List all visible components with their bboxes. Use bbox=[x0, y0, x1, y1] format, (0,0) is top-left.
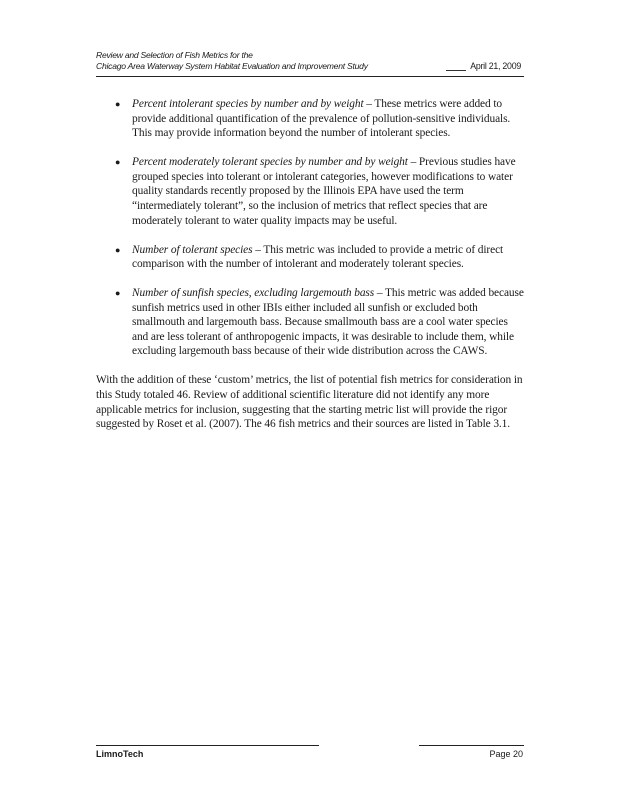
summary-paragraph: With the addition of these ‘custom’ metrics, the list of potential fish metrics for consideration in this Study totaled 46. Review of additional scientific literature did not identify any more applicable metrics for inclusion, suggesting that the starting metric list will provide the rigor suggested by Roset et al. (2007). The 46 fish metrics and their sources are listed in Table 3.1. bbox=[96, 374, 523, 431]
bullet-term: Percent intolerant species by number and by weight bbox=[132, 98, 364, 110]
header-rule bbox=[96, 76, 524, 77]
bullet-icon: ● bbox=[115, 99, 121, 109]
metric-bullet-list bbox=[96, 97, 524, 359]
bullet-term: Number of tolerant species bbox=[132, 243, 253, 256]
footer-rule-right bbox=[419, 745, 524, 746]
bullet-text: – This metric was added because sunfish metrics used in other IBIs either included all sunfish or excluded both smallmouth and largemouth bass. Because smallmouth bass are a cool water species and are less tolerant of anthropogenic impacts, it was desirable to include them, while excluding largemouth bass because of their wide distribution across the CAWS. bbox=[132, 287, 524, 358]
bullet-icon: ● bbox=[115, 288, 121, 299]
bullet-item bbox=[96, 286, 524, 359]
bullet-item bbox=[96, 97, 524, 141]
header-date: April 21, 2009 bbox=[470, 61, 521, 71]
footer-rule-left bbox=[96, 745, 319, 746]
bullet-text: – Previous studies have grouped species into tolerant or intolerant categories, however modifications to water quality standards recently proposed by the Illinois EPA have used the term “intermediately tolerant”, so the inclusion of metrics that reflect species that are moderately tolerant to water quality impacts may be useful. bbox=[132, 156, 516, 227]
header-date-underline bbox=[446, 70, 466, 71]
bullet-icon: ● bbox=[115, 157, 121, 168]
page-content bbox=[96, 97, 524, 432]
bullet-item bbox=[96, 243, 524, 272]
footer-page-number: Page 20 bbox=[489, 749, 523, 759]
bullet-text: – This metric was included to provide a metric of direct comparison with the number of intolerant and moderately tolerant species. bbox=[132, 243, 504, 271]
header-title-line1: Review and Selection of Fish Metrics for the bbox=[96, 50, 253, 60]
bullet-term: Number of sunfish species, excluding largemouth bass bbox=[132, 287, 375, 300]
bullet-item bbox=[96, 155, 524, 228]
footer-company: LimnoTech bbox=[96, 749, 144, 759]
bullet-term: Percent moderately tolerant species by number and by weight bbox=[132, 156, 408, 169]
page-header bbox=[96, 50, 524, 72]
bullet-icon: ● bbox=[115, 244, 121, 255]
bullet-text: – These metrics were added to provide additional quantification of the prevalence of pollution-sensitive individuals. This may provide information beyond the number of intolerant species. bbox=[132, 98, 511, 140]
header-title-line2: Chicago Area Waterway System Habitat Evaluation and Improvement Study bbox=[96, 61, 368, 71]
header-line2-row bbox=[96, 61, 524, 72]
